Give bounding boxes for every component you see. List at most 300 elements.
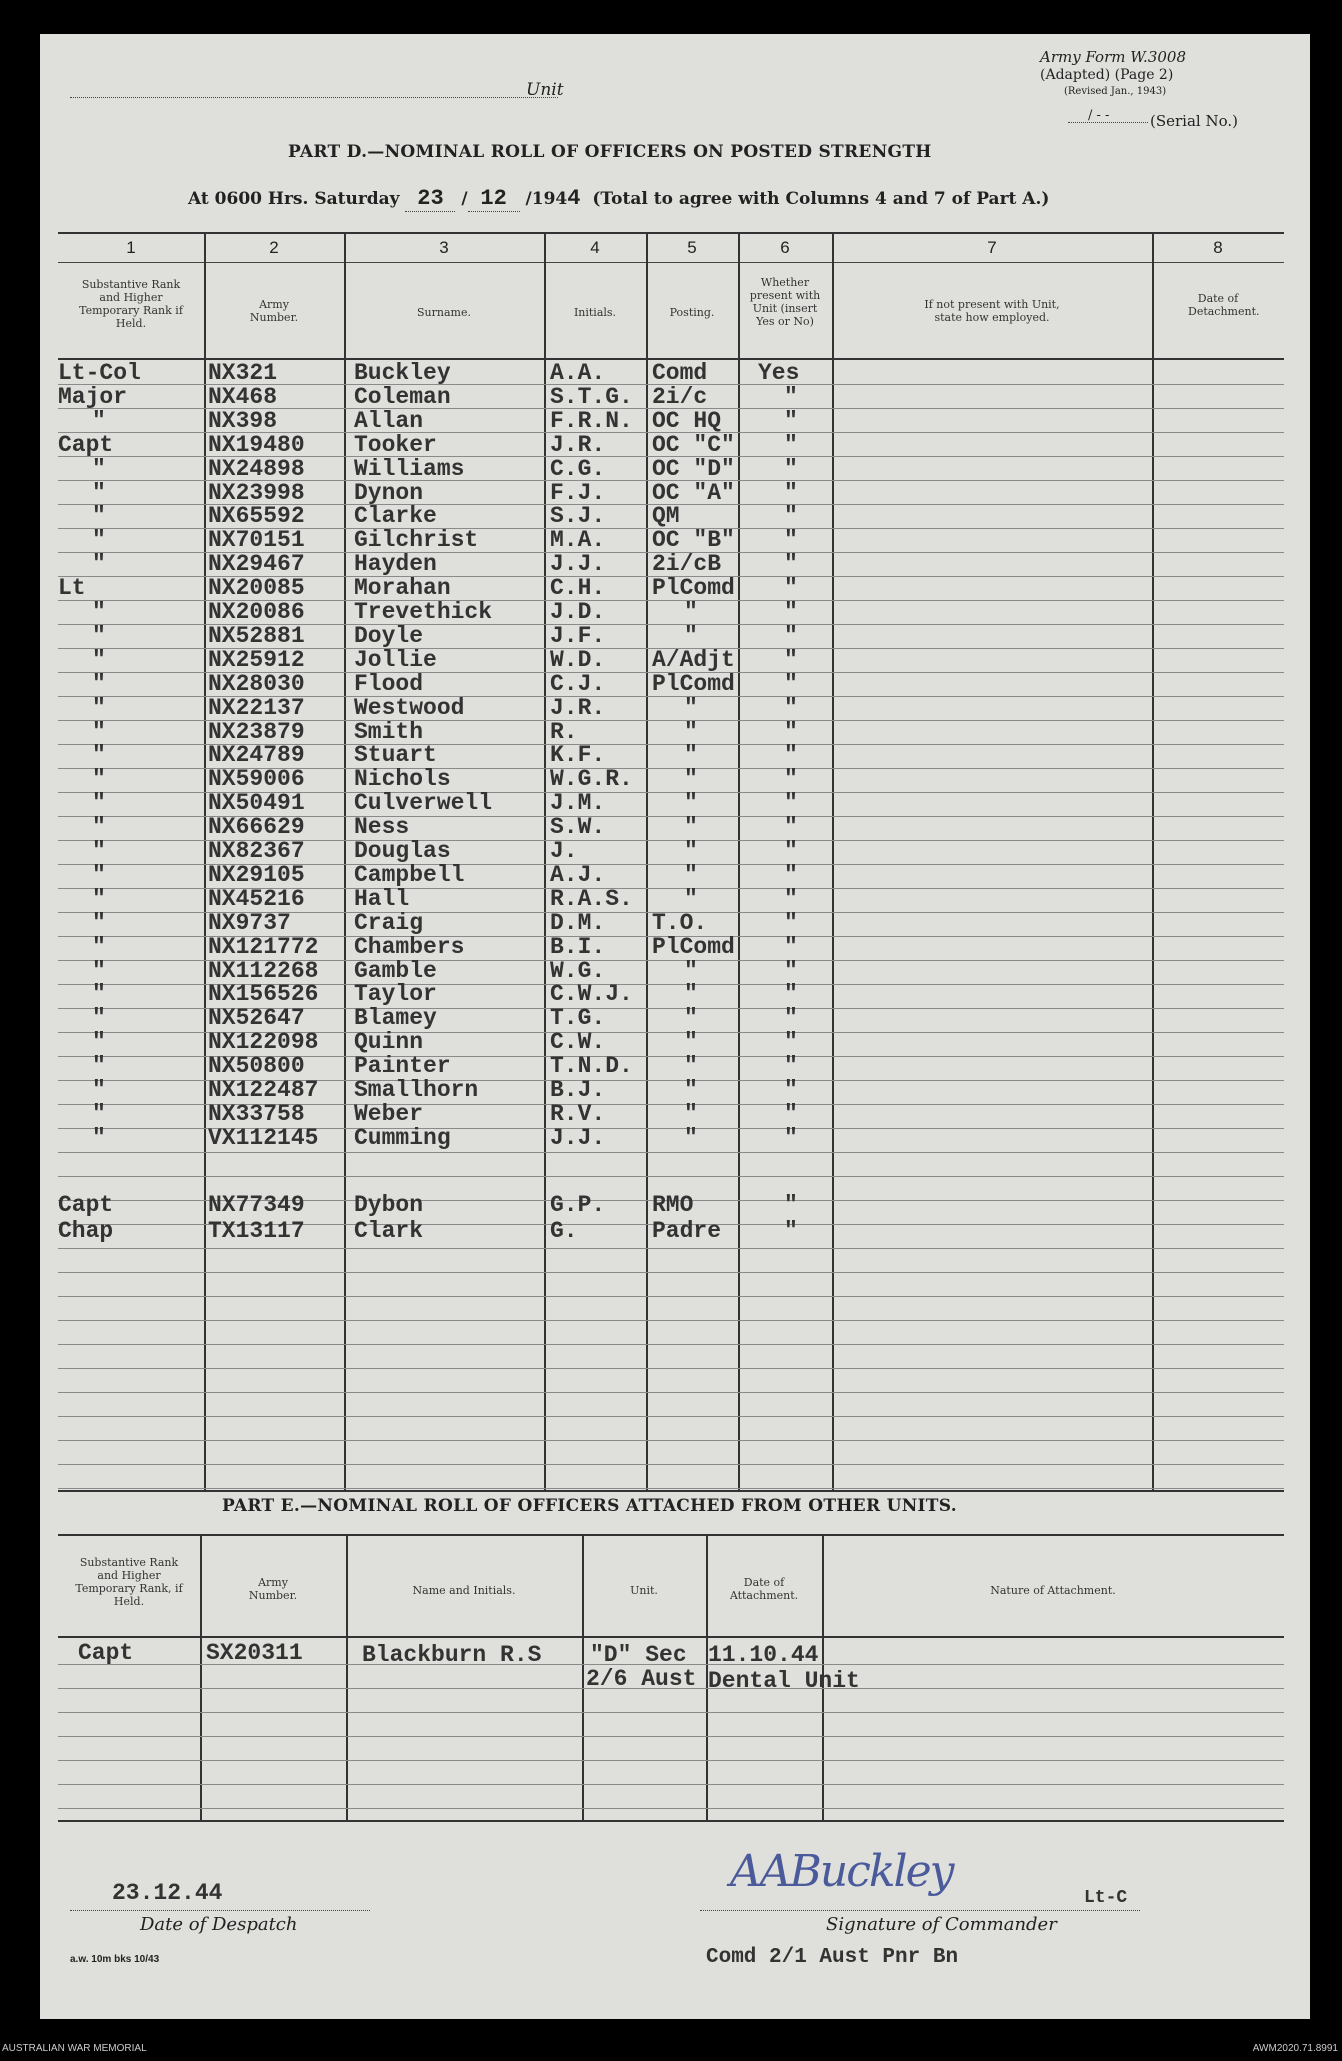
cell-initials: C.J. [550,670,606,697]
cell-posting: T.O. [652,909,708,936]
cell-rank: " [92,885,106,912]
signature-label: Signature of Commander [826,1914,1057,1935]
col-num-7: 7 [987,238,997,257]
cell-army-number: NX398 [208,407,278,434]
cell-army-number: NX65592 [208,503,305,530]
e-header-rank: Substantive Rank and Higher Temporary Rank, if Held. [75,1556,183,1608]
e-header-name: Name and Initials. [412,1584,516,1597]
cell-surname: Trevethick [354,599,493,625]
cell-rank: " [92,455,106,482]
e-unit-2: 2/6 Aust [586,1666,697,1692]
cell-initials: T.N.D. [550,1053,633,1080]
cell-posting: OC "C" [652,431,735,458]
table-row [58,575,1284,602]
cell-posting: 2i/cB [652,551,722,578]
despatch-date: 23.12.44 [112,1880,223,1906]
cell-posting: " [684,766,698,793]
commander-signature: AABuckley [730,1846,953,1897]
header-army-number: Army Number. [249,298,299,324]
cell-initials: S.T.G. [550,383,633,410]
cell-present: " [784,407,798,434]
cell-rank: " [92,1077,106,1103]
cell-present: " [784,957,798,984]
e-header-army-number: Army Number. [248,1576,298,1602]
cell-surname: Cumming [354,1124,451,1151]
cell-present: " [784,1192,798,1218]
e-header-unit: Unit. [630,1584,658,1597]
e-name: Blackburn R.S [362,1642,542,1668]
table-row [58,360,1284,384]
cell-posting: OC "B" [652,527,735,554]
table-row [58,910,1284,934]
cell-present: " [784,1029,798,1056]
cell-surname: Nichols [354,766,451,793]
part-e-title: PART E.—NOMINAL ROLL OF OFFICERS ATTACHED FROM OTHER UNITS. [222,1496,957,1516]
cell-army-number: NX24789 [208,742,305,769]
cell-posting: " [684,861,698,888]
header-rank: Substantive Rank and Higher Temporary Rank if Held. [79,278,183,330]
cell-army-number: NX50800 [208,1053,305,1080]
cell-present: " [784,622,798,649]
cell-surname: Taylor [354,981,437,1008]
e-nature: Dental Unit [708,1668,860,1694]
signature-line [700,1910,1140,1911]
cell-initials: J.F. [550,622,606,649]
header-detachment: Date of Detachment. [1188,292,1260,318]
cell-army-number: NX122487 [208,1077,319,1103]
cell-rank: Major [58,383,128,410]
cell-present: " [784,790,798,817]
cell-surname: Tooker [354,431,437,458]
cell-rank: " [92,407,106,434]
cell-present: " [784,1077,798,1103]
cell-posting: PlComd [652,933,735,960]
cell-rank: Capt [58,431,114,458]
cell-rank: " [92,718,106,745]
header-initials: Initials. [573,306,617,319]
cell-surname: Clark [354,1218,424,1244]
header-surname: Surname. [417,306,471,319]
cell-army-number: NX22137 [208,694,305,721]
table-row [58,599,1284,623]
cell-present: " [784,455,798,482]
table-row [58,456,1284,480]
cell-army-number: NX52647 [208,1005,305,1032]
cell-rank: Capt [58,1192,114,1218]
table-row [58,1218,1284,1244]
date-year-prefix: 194 [531,189,568,209]
cell-initials: G. [550,1218,578,1244]
cell-posting: " [684,838,698,864]
cell-present: " [784,694,798,721]
cell-posting: QM [652,503,680,530]
cell-present: " [784,575,798,602]
cell-surname: Quinn [354,1029,424,1056]
cell-army-number: NX52881 [208,622,305,649]
table-row [58,981,1284,1008]
cell-surname: Blamey [354,1005,437,1032]
cell-present: " [784,885,798,912]
cell-present: " [784,1005,798,1032]
cell-army-number: NX23879 [208,718,305,745]
cell-rank: " [92,527,106,554]
cell-rank: " [92,957,106,984]
cell-initials: G.P. [550,1192,606,1218]
cell-army-number: NX59006 [208,766,305,793]
cell-surname: Smith [354,718,424,745]
col-num-8: 8 [1213,238,1223,257]
cell-surname: Stuart [354,742,437,769]
cell-army-number: NX321 [208,360,278,386]
rank-suffix: Lt-C [1084,1888,1128,1908]
col-num-5: 5 [687,238,697,257]
cell-initials: B.J. [550,1077,606,1103]
cell-surname: Smallhorn [354,1077,479,1103]
cell-rank: " [92,479,106,506]
table-row [58,766,1284,793]
cell-posting: " [684,790,698,817]
table-row [58,408,1284,432]
cell-surname: Coleman [354,383,451,410]
cell-army-number: TX13117 [208,1218,305,1244]
cell-present: Yes [758,360,800,386]
cell-present: " [784,1218,798,1244]
cell-initials: A.J. [550,861,606,888]
cell-present: " [784,383,798,410]
cell-rank: " [92,694,106,721]
archive-caption-right: AWM2020.71.8991 [1252,2043,1338,2054]
table-row [58,1125,1284,1149]
cell-posting: " [684,718,698,745]
cell-surname: Craig [354,909,424,936]
table-row [58,551,1284,578]
cell-initials: C.W.J. [550,981,633,1008]
cell-present: " [784,838,798,864]
cell-rank: " [92,766,106,793]
cell-rank: " [92,551,106,578]
cell-army-number: NX45216 [208,885,305,912]
cell-initials: T.G. [550,1005,606,1032]
cell-posting: " [684,742,698,769]
cell-army-number: NX122098 [208,1029,319,1056]
table-row [58,671,1284,695]
cell-initials: W.G. [550,957,606,984]
cell-surname: Hall [354,885,410,912]
header-employed: If not present with Unit, state how employed. [924,298,1060,324]
cell-initials: W.G.R. [550,766,633,793]
table-row [58,1053,1284,1080]
table-row [58,790,1284,817]
cell-surname: Buckley [354,360,451,386]
e-date: 11.10.44 [708,1642,819,1668]
cell-army-number: VX112145 [208,1124,319,1151]
despatch-line [70,1910,370,1911]
cell-present: " [784,981,798,1008]
cell-rank: Lt-Col [58,360,141,386]
cell-rank: " [92,933,106,960]
cell-initials: J.J. [550,1124,606,1151]
table-row [58,1101,1284,1125]
cell-posting: OC HQ [652,407,722,434]
cell-surname: Culverwell [354,790,493,817]
cell-initials: J.M. [550,790,606,817]
cell-army-number: NX28030 [208,670,305,697]
cell-army-number: NX29467 [208,551,305,578]
cell-rank: " [92,1029,106,1056]
cell-initials: J. [550,838,578,864]
army-form-label: Army Form W.3008 [1040,48,1186,66]
cell-posting: " [684,814,698,841]
at-prefix: At 0600 Hrs. Saturday [188,189,400,209]
revised-label: (Revised Jan., 1943) [1064,86,1167,97]
cell-posting: OC "A" [652,479,735,506]
cell-rank: " [92,670,106,697]
cell-present: " [784,503,798,530]
cell-army-number: NX77349 [208,1192,305,1218]
table-row [58,527,1284,554]
table-row [58,742,1284,769]
cell-surname: Weber [354,1100,424,1127]
cell-posting: Comd [652,360,708,386]
cell-rank: " [92,861,106,888]
cell-posting: " [684,694,698,721]
header-present: Whether present with Unit (insert Yes or No) [749,276,821,328]
cell-surname: Westwood [354,694,465,721]
cell-surname: Williams [354,455,465,482]
cell-initials: J.R. [550,694,606,721]
cell-rank: " [92,1053,106,1080]
date-month: 12 [468,186,520,212]
adapted-label: (Adapted) (Page 2) [1040,67,1174,83]
cell-surname: Douglas [354,838,451,864]
cell-present: " [784,551,798,578]
table-row [58,1029,1284,1056]
cell-surname: Clarke [354,503,437,530]
cell-rank: Chap [58,1218,114,1244]
cell-initials: M.A. [550,527,606,554]
date-day: 23 [405,186,455,212]
part-d-table [58,232,1284,1494]
cell-present: " [784,766,798,793]
table-row [58,480,1284,504]
table-row [58,886,1284,910]
e-army-number: SX20311 [206,1640,303,1666]
cell-posting: " [684,599,698,625]
cell-army-number: NX121772 [208,933,319,960]
cell-posting: PlComd [652,670,735,697]
cell-initials: C.H. [550,575,606,602]
e-header-date: Date of Attachment. [729,1576,799,1602]
part-e-table [58,1534,1284,1824]
cell-army-number: NX82367 [208,838,305,864]
cell-surname: Campbell [354,861,465,888]
part-d-title: PART D.—NOMINAL ROLL OF OFFICERS ON POSTED STRENGTH [288,142,932,162]
cell-rank: " [92,790,106,817]
cell-initials: S.W. [550,814,606,841]
cell-initials: C.G. [550,455,606,482]
cell-army-number: NX70151 [208,527,305,554]
cell-posting: A/Adjt [652,646,735,673]
unit-dotted-line [70,97,558,98]
cell-initials: S.J. [550,503,606,530]
cell-surname: Morahan [354,575,451,602]
cell-present: " [784,670,798,697]
cell-initials: R.A.S. [550,885,633,912]
table-row [58,1005,1284,1032]
unit-label: Unit [526,80,564,100]
cell-surname: Jollie [354,646,437,673]
cell-posting: " [684,1053,698,1080]
cell-present: " [784,814,798,841]
cell-rank: " [92,838,106,864]
e-rank: Capt [78,1640,134,1666]
cell-posting: PlComd [652,575,735,602]
cell-surname: Gilchrist [354,527,479,554]
cell-army-number: NX50491 [208,790,305,817]
cell-present: " [784,1100,798,1127]
date-year-digit: 4 [567,186,581,211]
cell-surname: Ness [354,814,410,841]
e-unit-1: "D" Sec [590,1642,687,1668]
cell-army-number: NX66629 [208,814,305,841]
cell-posting: OC "D" [652,455,735,482]
serial-mark: / - - [1088,108,1110,123]
col-num-2: 2 [269,238,279,257]
cell-posting: " [684,1077,698,1103]
table-row [58,814,1284,841]
cell-initials: R.V. [550,1100,606,1127]
cell-surname: Allan [354,407,424,434]
cell-posting: " [684,981,698,1008]
cell-present: " [784,909,798,936]
cell-initials: B.I. [550,933,606,960]
cell-initials: R. [550,718,578,745]
table-row [58,503,1284,530]
cell-present: " [784,933,798,960]
cell-present: " [784,742,798,769]
cell-army-number: NX156526 [208,981,319,1008]
cell-surname: Painter [354,1053,451,1080]
table-row [58,719,1284,743]
cell-present: " [784,431,798,458]
col-num-4: 4 [590,238,600,257]
cell-army-number: NX20086 [208,599,305,625]
serial-label: (Serial No.) [1150,112,1238,130]
cell-present: " [784,646,798,673]
cell-posting: " [684,1029,698,1056]
cell-rank: " [92,1005,106,1032]
comd-line: Comd 2/1 Aust Pnr Bn [706,1946,959,1969]
cell-rank: " [92,1124,106,1151]
cell-army-number: NX20085 [208,575,305,602]
cell-army-number: NX19480 [208,431,305,458]
table-row [58,958,1284,982]
cell-posting: RMO [652,1192,694,1218]
cell-posting: " [684,1124,698,1151]
cell-initials: W.D. [550,646,606,673]
cell-posting: " [684,885,698,912]
cell-army-number: NX25912 [208,646,305,673]
cell-initials: J.D. [550,599,606,625]
table-row [58,384,1284,408]
cell-initials: J.R. [550,431,606,458]
table-row [58,862,1284,886]
cell-rank: " [92,646,106,673]
table-row [58,1077,1284,1101]
cell-rank: " [92,599,106,625]
col-num-1: 1 [126,238,136,257]
cell-rank: " [92,1100,106,1127]
cell-present: " [784,718,798,745]
cell-rank: " [92,909,106,936]
cell-rank: Lt [58,575,86,602]
cell-initials: K.F. [550,742,606,769]
cell-present: " [784,527,798,554]
e-header-nature: Nature of Attachment. [990,1584,1116,1597]
table-row [58,623,1284,647]
cell-posting: " [684,1005,698,1032]
cell-surname: Flood [354,670,424,697]
cell-rank: " [92,981,106,1008]
cell-army-number: NX24898 [208,455,305,482]
cell-initials: A.A. [550,360,606,386]
table-row [58,695,1284,719]
cell-rank: " [92,814,106,841]
total-note: (Total to agree with Columns 4 and 7 of Part A.) [592,189,1050,209]
cell-rank: " [92,503,106,530]
despatch-label: Date of Despatch [140,1914,298,1935]
cell-present: " [784,861,798,888]
cell-army-number: NX33758 [208,1100,305,1127]
table-row [58,1192,1284,1218]
cell-present: " [784,599,798,625]
cell-posting: " [684,957,698,984]
cell-rank: " [92,742,106,769]
cell-army-number: NX9737 [208,909,291,936]
cell-army-number: NX112268 [208,957,319,984]
table-row [58,934,1284,958]
cell-posting: " [684,1100,698,1127]
col-num-6: 6 [780,238,790,257]
cell-present: " [784,1124,798,1151]
cell-surname: Hayden [354,551,437,578]
cell-initials: F.J. [550,479,606,506]
cell-surname: Dybon [354,1192,424,1218]
cell-army-number: NX23998 [208,479,305,506]
cell-surname: Doyle [354,622,424,649]
form-page [40,34,1310,2019]
date-line: At 0600 Hrs. Saturday 23 / 12 /1944 (Total to agree with Columns 4 and 7 of Part A.) [188,186,1050,211]
archive-caption-left: AUSTRALIAN WAR MEMORIAL [2,2043,147,2054]
table-row [58,432,1284,456]
cell-surname: Dynon [354,479,424,506]
cell-rank: " [92,622,106,649]
cell-posting: " [684,622,698,649]
cell-present: " [784,479,798,506]
cell-posting: 2i/c [652,383,708,410]
cell-present: " [784,1053,798,1080]
cell-posting: Padre [652,1218,722,1244]
cell-initials: C.W. [550,1029,606,1056]
print-code: a.w. 10m bks 10/43 [70,1954,160,1965]
table-row [58,838,1284,862]
cell-initials: D.M. [550,909,606,936]
header-posting: Posting. [669,306,715,319]
cell-surname: Chambers [354,933,465,960]
table-row [58,647,1284,671]
cell-surname: Gamble [354,957,437,984]
cell-initials: F.R.N. [550,407,633,434]
